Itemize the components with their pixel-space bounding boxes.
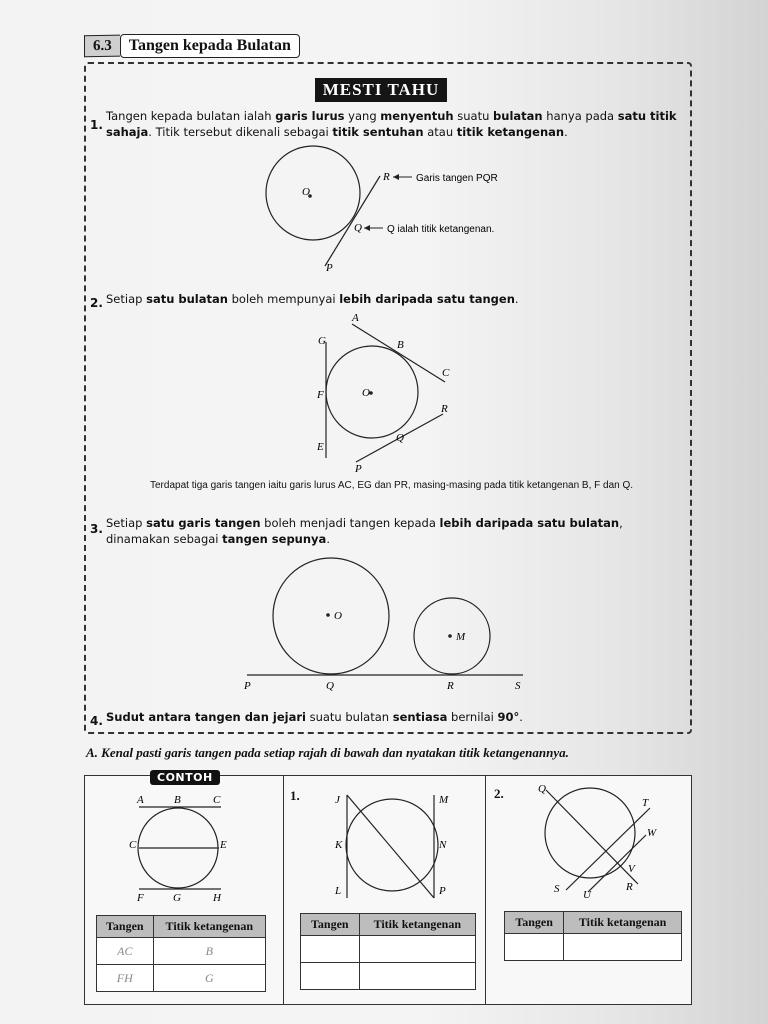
point-2-text: Setiap satu bulatan boleh mempunyai lebih daripada satu tangen. (106, 292, 519, 306)
table-row (97, 938, 266, 965)
point-3-number: 3. (90, 522, 103, 536)
arrow-r-head (393, 174, 399, 180)
label-a: A (352, 312, 359, 324)
question-1-table (300, 913, 476, 990)
q1-answer-tangent-cell[interactable] (301, 963, 360, 990)
q1-label-p: P (439, 885, 446, 897)
q2-label-r: R (626, 881, 633, 893)
q2-label-t: T (642, 797, 649, 809)
circle-o3 (273, 558, 389, 674)
label-o2: O (362, 387, 370, 399)
table-row (505, 934, 682, 961)
point-4-number: 4. (90, 714, 103, 728)
q1-answer-point-cell[interactable] (359, 936, 475, 963)
ex-label-c: C (213, 794, 221, 806)
diagram-caption: Terdapat tiga garis tangen iaitu garis lurus AC, EG dan PR, masing-masing pada titik ketangenan B, F dan Q. (150, 480, 634, 491)
example-col-point: Titik ketangenan (153, 916, 265, 938)
label-p: P (326, 262, 333, 274)
q1-label-j: J (335, 794, 340, 806)
diagram-common-tangent (235, 552, 535, 697)
q2-label-u: U (583, 889, 591, 900)
q2-answer-tangent-cell[interactable] (505, 934, 564, 961)
q2-label-q: Q (538, 783, 546, 795)
example-diagram (125, 792, 245, 904)
label-q2: Q (396, 432, 404, 444)
question-2-diagram (528, 780, 668, 900)
label-o: O (302, 186, 310, 198)
ex-label-f: F (137, 892, 144, 904)
label-r: R (383, 171, 390, 183)
ex-label-e: E (220, 839, 227, 851)
label-e: E (317, 441, 324, 453)
point-3-text: Setiap satu garis tangen boleh menjadi tangen kepada lebih daripada satu bulatan, dinamakan sebagai tangen sepunya. (106, 516, 623, 546)
section-header (84, 34, 300, 58)
diagram-single-tangent (250, 138, 540, 278)
example-table (96, 915, 266, 992)
center-dot-m (448, 634, 452, 638)
contoh-label: CONTOH (150, 770, 220, 785)
ex-label-h: H (213, 892, 221, 904)
question-1-diagram (330, 790, 455, 900)
q2-label-v: V (628, 863, 635, 875)
question-2-table (504, 911, 682, 961)
q1-label-l: L (335, 885, 342, 897)
example-col-tangent: Tangen (97, 916, 154, 938)
question-2-number: 2. (494, 786, 504, 801)
q1-label-n: N (439, 839, 447, 851)
section-number: 6.3 (84, 35, 120, 58)
label-b: B (397, 339, 404, 351)
label-g: G (318, 335, 326, 347)
ex-label-a: A (137, 794, 144, 806)
table-row (301, 936, 476, 963)
table-row (97, 965, 266, 992)
q1-col-point: Titik ketangenan (359, 914, 475, 936)
q1-answer-tangent-cell[interactable] (301, 936, 360, 963)
label-r2: R (441, 403, 448, 415)
note-tangency-point: Q ialah titik ketangenan. (387, 224, 495, 235)
q2-answer-point-cell[interactable] (564, 934, 682, 961)
diagram-three-tangents (300, 310, 470, 480)
example-tangent-cell: AC (97, 938, 154, 965)
q1-line-jp (347, 795, 434, 898)
question-1-number: 1. (290, 788, 300, 803)
example-point-cell: G (153, 965, 265, 992)
example-point-cell: B (153, 938, 265, 965)
label-p2: P (355, 463, 362, 475)
exercise-heading: A. Kenal pasti garis tangen pada setiap rajah di bawah dan nyatakan titik ketangenannya. (86, 745, 569, 760)
point-1-text: Tangen kepada bulatan ialah garis lurus yang menyentuh suatu bulatan hanya pada satu titik sahaja. Titik tersebut dikenali sebagai titik sentuhan atau titik ketangenan. (106, 109, 677, 139)
mesti-tahu-banner: MESTI TAHU (315, 78, 447, 102)
label-m: M (456, 631, 466, 643)
circle-m (414, 598, 490, 674)
q1-answer-point-cell[interactable] (359, 963, 475, 990)
tangent-ac (352, 324, 445, 382)
ex-label-g: G (173, 892, 181, 904)
tangent-line-pqr (325, 176, 380, 266)
q1-label-k: K (335, 839, 343, 851)
point-1-number: 1. (90, 118, 103, 132)
q2-line-st (566, 808, 650, 890)
section-title: Tangen kepada Bulatan (120, 34, 300, 58)
point-4-text: Sudut antara tangen dan jejari suatu bulatan sentiasa bernilai 90°. (106, 710, 523, 724)
q1-col-tangent: Tangen (301, 914, 360, 936)
q1-circle (346, 799, 438, 891)
ex-label-b: B (174, 794, 181, 806)
label-s3: S (515, 680, 521, 692)
q2-label-w: W (647, 827, 657, 839)
q2-col-point: Titik ketangenan (564, 912, 682, 934)
arrow-q-head (364, 225, 370, 231)
label-p3: P (244, 680, 251, 692)
q2-circle (545, 788, 635, 878)
note-tangent-pqr: Garis tangen PQR (416, 173, 498, 184)
circle-o (266, 146, 360, 240)
label-q: Q (354, 222, 362, 234)
label-c: C (442, 367, 450, 379)
center-dot-o3 (326, 613, 330, 617)
label-q3: Q (326, 680, 334, 692)
point-2-number: 2. (90, 296, 103, 310)
example-tangent-cell: FH (97, 965, 154, 992)
q1-label-m: M (439, 794, 449, 806)
q2-label-s: S (554, 883, 560, 895)
table-row (301, 963, 476, 990)
label-o3: O (334, 610, 342, 622)
label-r3: R (447, 680, 454, 692)
ex-label-c2: C (129, 839, 137, 851)
q2-col-tangent: Tangen (505, 912, 564, 934)
label-f: F (317, 389, 324, 401)
